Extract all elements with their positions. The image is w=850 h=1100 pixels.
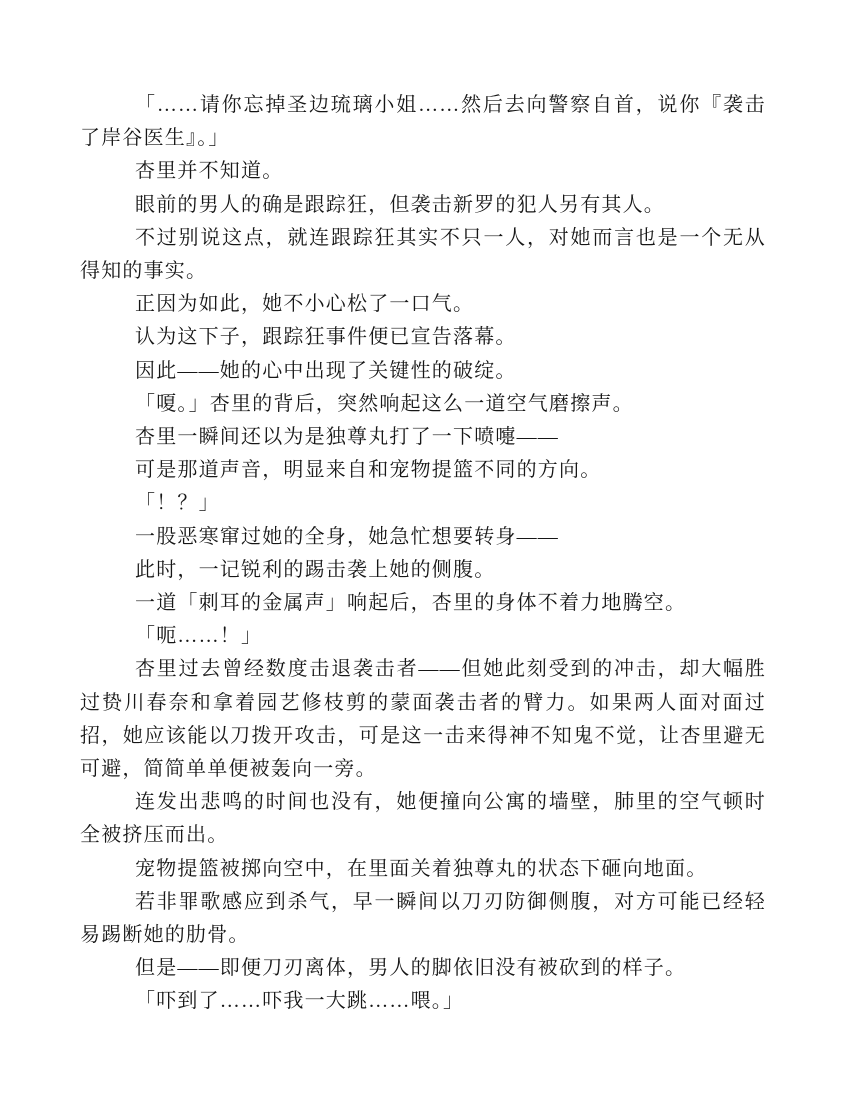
paragraph: 若非罪歌感应到杀气，早一瞬间以刀刃防御侧腹，对方可能已经轻易踢断她的肋骨。 — [80, 890, 766, 947]
paragraph: 可是那道声音，明显来自和宠物提篮不同的方向。 — [135, 459, 602, 482]
paragraph: 眼前的男人的确是跟踪狂，但袭击新罗的犯人另有其人。 — [135, 193, 665, 216]
paragraph: 正因为如此，她不小心松了一口气。 — [135, 293, 475, 316]
paragraph: 连发出悲鸣的时间也没有，她便撞向公寓的墙壁，肺里的空气顿时全被挤压而出。 — [80, 791, 766, 847]
paragraph: 一股恶寒窜过她的全身，她急忙想要转身—— — [135, 525, 559, 548]
paragraph: 「嗄。」杏里的背后，突然响起这么一道空气磨擦声。 — [135, 392, 634, 415]
paragraph: 但是——即便刀刃离体，男人的脚依旧没有被砍到的样子。 — [135, 957, 687, 980]
text-block — [80, 89, 766, 1019]
paragraph: 宠物提篮被掷向空中，在里面关着独尊丸的状态下砸向地面。 — [135, 857, 708, 880]
paragraph: 「……请你忘掉圣边琉璃小姐……然后去向警察自首，说你『袭击了岸谷医生』。」 — [80, 94, 766, 150]
paragraph: 「呃……！」 — [135, 625, 263, 648]
paragraph: 「吓到了……吓我一大跳……喂。」 — [135, 990, 465, 1013]
paragraph: 「！？」 — [135, 492, 220, 515]
paragraph: 一道「刺耳的金属声」响起后，杏里的身体不着力地腾空。 — [135, 592, 687, 615]
paragraph: 此时，一记锐利的踢击袭上她的侧腹。 — [135, 558, 496, 581]
paragraph: 杏里并不知道。 — [135, 160, 284, 183]
paragraph: 认为这下子，跟踪狂事件便已宣告落幕。 — [135, 326, 517, 349]
paragraph: 因此——她的心中出现了关键性的破绽。 — [135, 359, 517, 382]
paragraph: 不过别说这点，就连跟踪狂其实不只一人，对她而言也是一个无从得知的事实。 — [80, 226, 766, 283]
paragraph: 杏里一瞬间还以为是独尊丸打了一下喷嚏—— — [135, 426, 559, 449]
paragraph: 杏里过去曾经数度击退袭击者——但她此刻受到的冲击，却大幅胜过贽川春奈和拿着园艺修枝剪的蒙面袭击者的臂力。如果两人面对面过招，她应该能以刀拨开攻击，可是这一击来得神不知鬼不觉，让杏里避无可避，简简单单便被轰向一旁。 — [80, 658, 766, 781]
